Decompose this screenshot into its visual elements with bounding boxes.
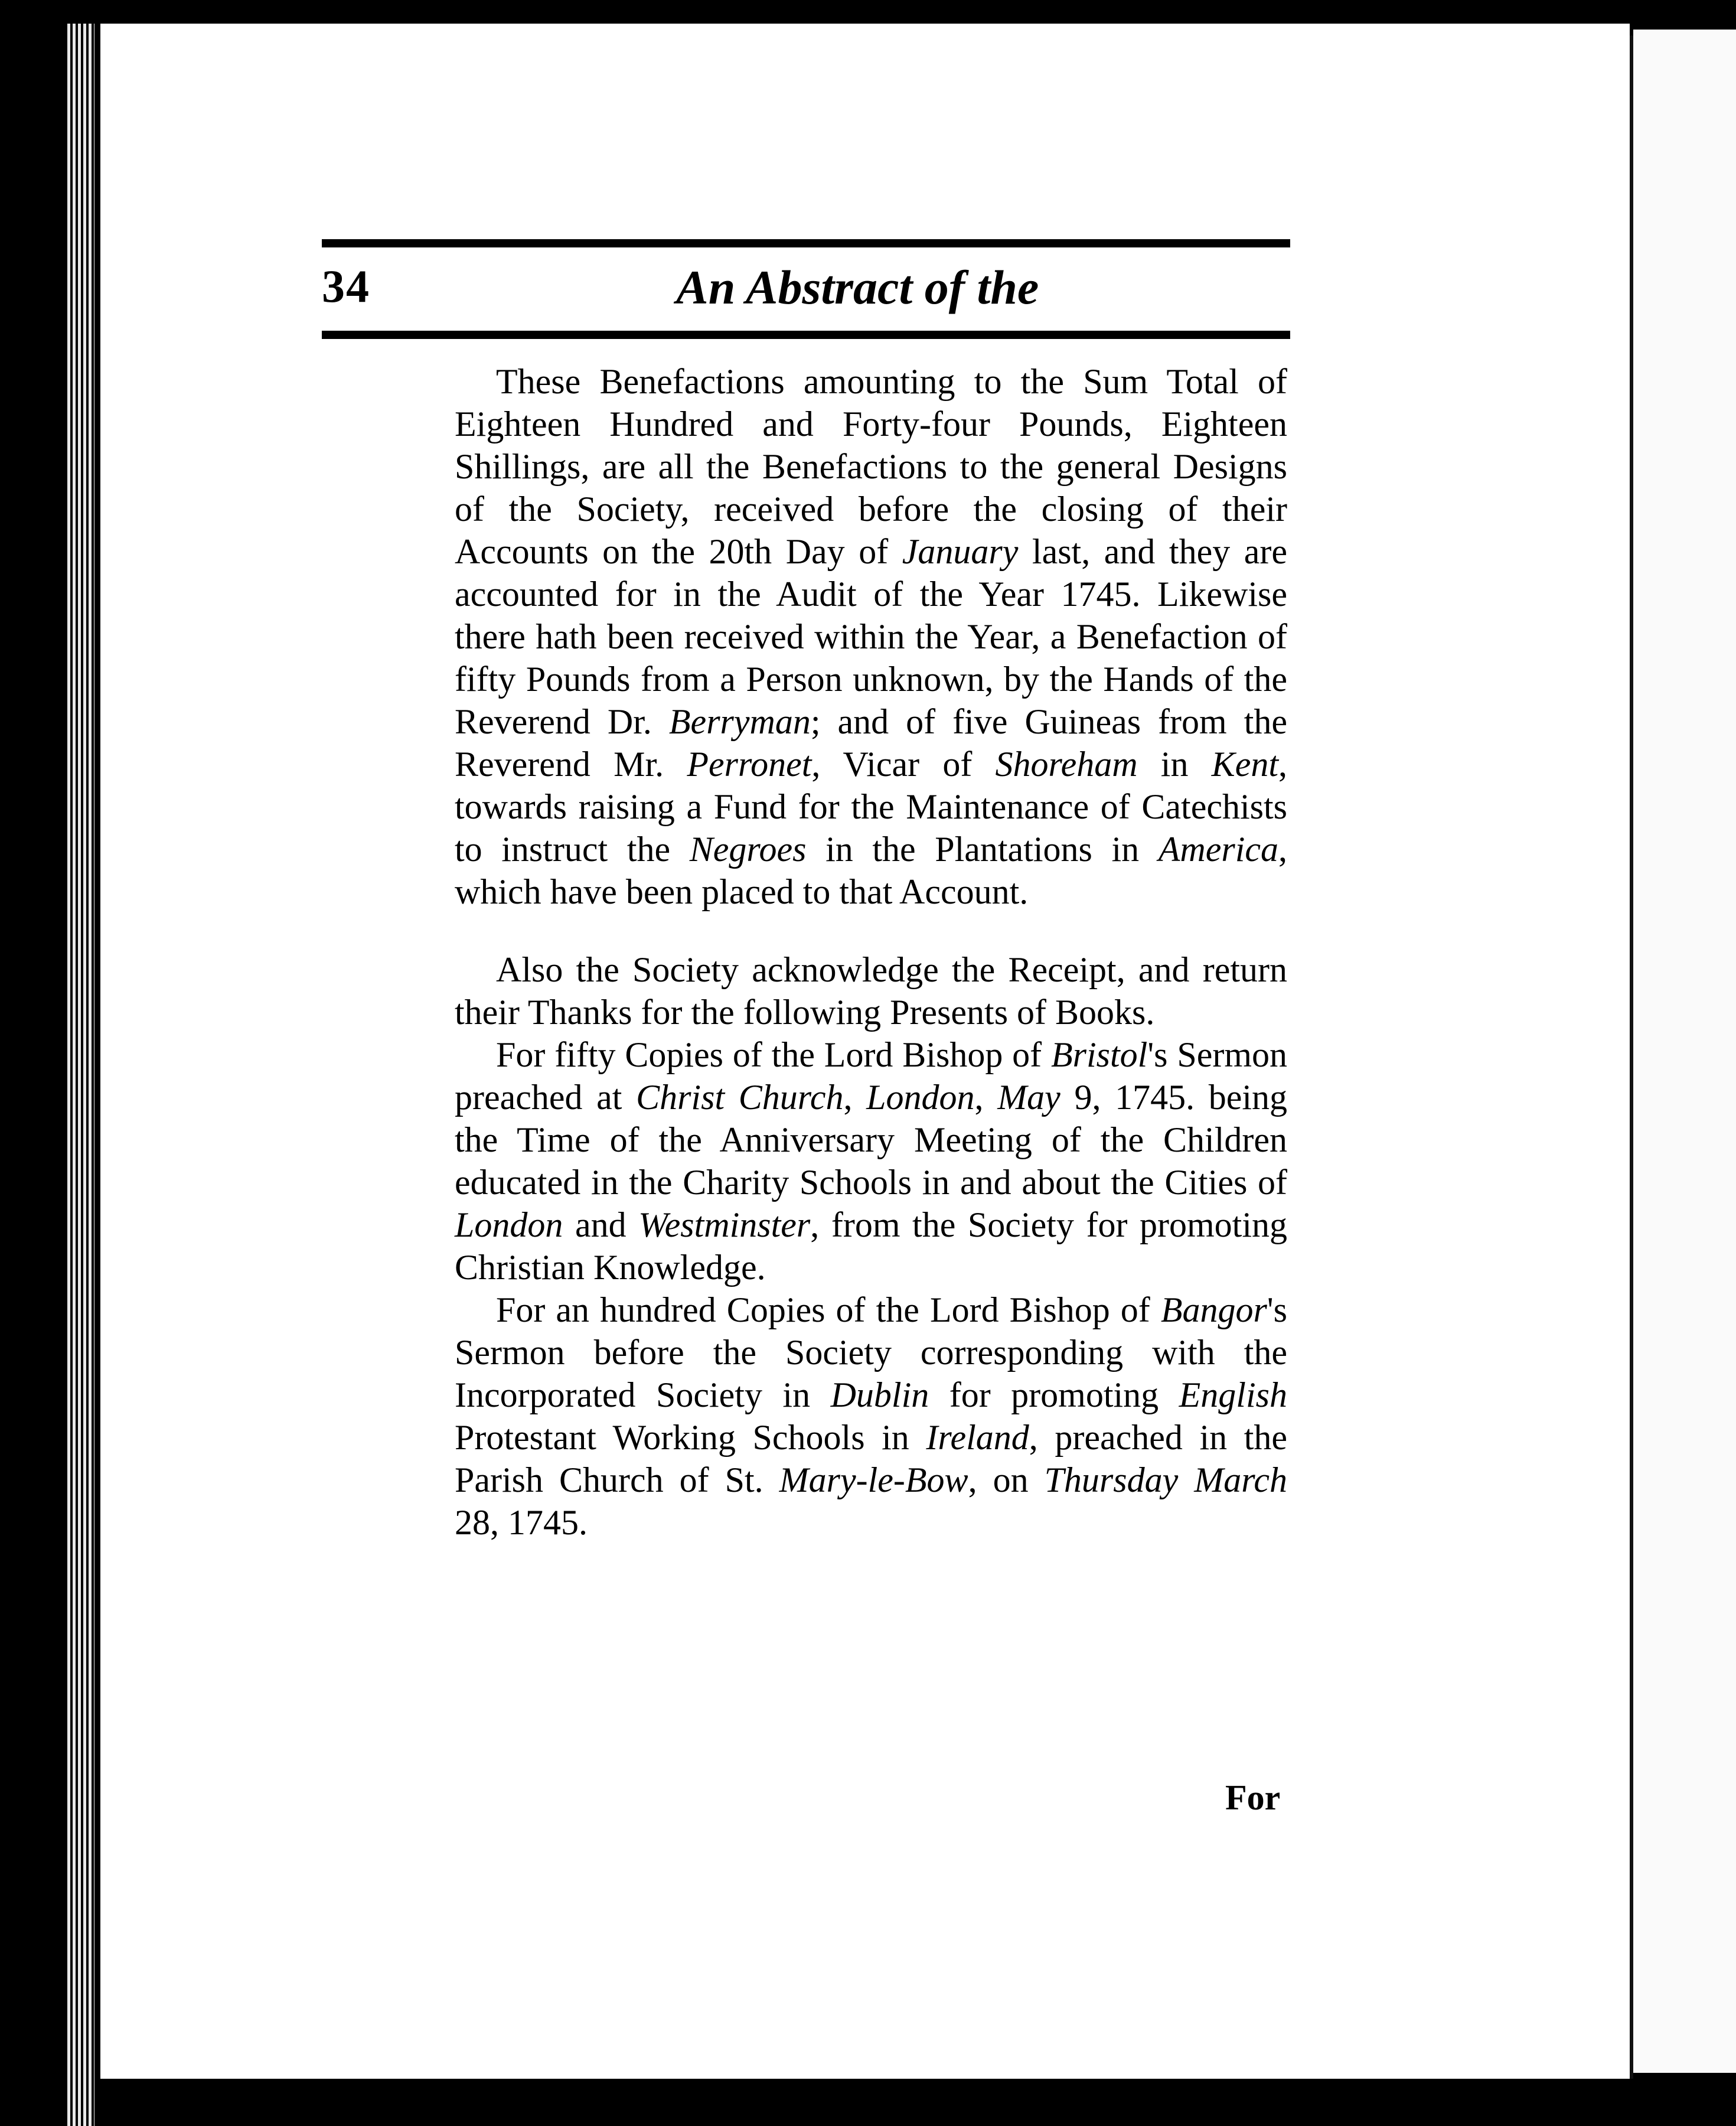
text-run: 's Sermon preached at bbox=[455, 1035, 1287, 1117]
text-run: For fifty Copies of the Lord Bishop of bbox=[496, 1035, 1051, 1074]
italic-text: Berryman bbox=[668, 702, 811, 741]
text-run: , bbox=[843, 1078, 867, 1117]
text-run bbox=[1178, 1460, 1194, 1499]
head-rule-top bbox=[322, 239, 1290, 247]
italic-text: May bbox=[997, 1078, 1060, 1117]
italic-text: Bangor bbox=[1160, 1290, 1267, 1329]
text-run: 9, 1745. being the Time of the Anniversary Meeting of the Children educated in the Charity Schools in and about the Cities of bbox=[455, 1078, 1287, 1202]
text-run: , preached in the Parish Church of St. bbox=[455, 1418, 1287, 1499]
italic-text: London bbox=[866, 1078, 975, 1117]
italic-text: English bbox=[1179, 1375, 1287, 1414]
paragraph bbox=[455, 948, 1287, 1033]
text-run: for promoting bbox=[929, 1375, 1179, 1414]
italic-text: Negroes bbox=[689, 830, 807, 869]
italic-text: Ireland bbox=[926, 1418, 1029, 1457]
head-rule-bottom bbox=[322, 331, 1290, 339]
italic-text: America bbox=[1158, 830, 1278, 869]
paragraph bbox=[455, 1289, 1287, 1544]
italic-text: Kent bbox=[1211, 745, 1278, 784]
italic-text: Christ Church bbox=[636, 1078, 844, 1117]
paragraph bbox=[455, 360, 1287, 913]
catchword: For bbox=[1225, 1778, 1281, 1817]
text-run: last, and they are accounted for in the Audit of the Year 1745. Likewise there hath been received within the Year, a Benefaction of fifty Pounds from a Person unknown, by the Hands of the Reverend Dr. bbox=[455, 532, 1287, 741]
text-run: in the Plantations in bbox=[806, 830, 1159, 869]
italic-text: January bbox=[902, 532, 1019, 571]
facing-page-edge bbox=[1633, 30, 1736, 2073]
italic-text: Dublin bbox=[830, 1375, 929, 1414]
text-run: 's Sermon before the Society corresponding with the Incorporated Society in bbox=[455, 1290, 1287, 1414]
text-run: , bbox=[974, 1078, 998, 1117]
text-run: Protestant Working Schools in bbox=[455, 1418, 926, 1457]
text-run: , Vicar of bbox=[811, 745, 996, 784]
text-run: in bbox=[1137, 745, 1212, 784]
page-number: 34 bbox=[322, 260, 370, 312]
page-edges bbox=[65, 24, 94, 2126]
italic-text: Perronet bbox=[687, 745, 812, 784]
text-run: 28, 1745. bbox=[455, 1503, 588, 1542]
italic-text: March bbox=[1194, 1460, 1287, 1499]
text-run: and bbox=[563, 1205, 639, 1244]
italic-text: London bbox=[455, 1205, 563, 1244]
italic-text: Thursday bbox=[1044, 1460, 1179, 1499]
running-title: An Abstract of the bbox=[676, 260, 1039, 314]
text-run: , towards raising a Fund for the Maintenance of Catechists to instruct the bbox=[455, 745, 1287, 869]
italic-text: Mary-le-Bow bbox=[779, 1460, 968, 1499]
paragraph bbox=[455, 1033, 1287, 1289]
text-run: , which have been placed to that Account. bbox=[455, 830, 1287, 911]
body-text bbox=[455, 360, 1287, 1544]
text-run: ; and of five Guineas from the Reverend Mr. bbox=[455, 702, 1287, 784]
text-run: , on bbox=[968, 1460, 1045, 1499]
italic-text: Bristol bbox=[1050, 1035, 1148, 1074]
running-head bbox=[322, 260, 1290, 319]
text-run: These Benefactions amounting to the Sum Total of Eighteen Hundred and Forty-four Pounds, Eighteen Shillings, are all the Benefactions to the general Designs of the Society, received before the closing of their Accounts on the 20th Day of bbox=[455, 362, 1287, 571]
text-run: , from the Society for promoting Christian Knowledge. bbox=[455, 1205, 1287, 1287]
italic-text: Shoreham bbox=[995, 745, 1138, 784]
italic-text: Westminster bbox=[638, 1205, 811, 1244]
text-run: Also the Society acknowledge the Receipt, and return their Thanks for the following Presents of Books. bbox=[455, 950, 1287, 1032]
text-run: For an hundred Copies of the Lord Bishop of bbox=[496, 1290, 1161, 1329]
